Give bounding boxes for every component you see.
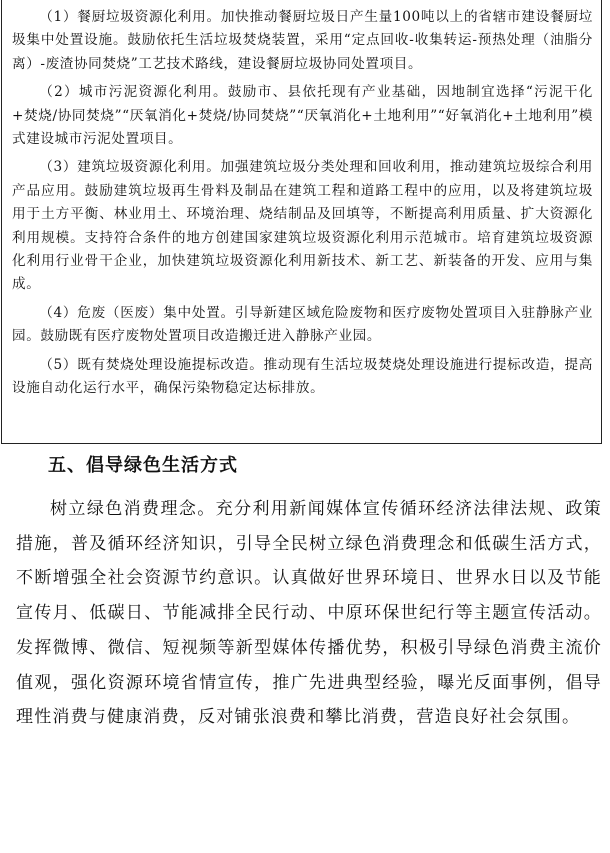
boxed-text-frame bbox=[1, 0, 602, 444]
section-heading-wrapper bbox=[48, 452, 608, 480]
item-hazardous-waste: （4）危废（医废）集中处置。引导新建区域危险废物和医疗废物处置项目入驻静脉产业园。鼓励既有医疗废物处置项目改造搬迁进入静脉产业园。 bbox=[12, 304, 593, 345]
section-body-paragraph: 树立绿色消费理念。充分利用新闻媒体宣传循环经济法律法规、政策措施，普及循环经济知识，引导全民树立绿色消费理念和低碳生活方式，不断增强全社会资源节约意识。认真做好世界环境日、世界水日以及节能宣传月、低碳日、节能减排全民行动、中原环保世纪行等主题宣传活动。发挥微博、微信、短视频等新型媒体传播优势，积极引导绿色消费主流价值观，强化资源环境省情宣传，推广先进典型经验，曝光反面事例，倡导理性消费与健康消费，反对铺张浪费和攀比消费，营造良好社会氛围。 bbox=[16, 499, 602, 728]
item-construction-waste: （3）建筑垃圾资源化利用。加强建筑垃圾分类处理和回收利用，推动建筑垃圾综合利用产品应用。鼓励建筑垃圾再生骨料及制品在建筑工程和道路工程中的应用，以及将建筑垃圾用于土方平衡、林业用土、环境治理、烧结制品及回填等，不断提高利用质量、扩大资源化利用规模。支持符合条件的地方创建国家建筑垃圾资源化利用示范城市。培育建筑垃圾资源化利用行业骨干企业，加快建筑垃圾资源化利用新技术、新工艺、新装备的开发、应用与集成。 bbox=[12, 159, 593, 293]
item-kitchen-waste: （1）餐厨垃圾资源化利用。加快推动餐厨垃圾日产生量100吨以上的省辖市建设餐厨垃圾集中处置设施。鼓励依托生活垃圾焚烧装置，采用“定点回收-收集转运-预热处理（油脂分离）-废渣协同焚烧”工艺技术路线，建设餐厨垃圾协同处置项目。 bbox=[12, 9, 593, 72]
section-heading: 五、倡导绿色生活方式 bbox=[48, 455, 238, 476]
item-incinerator-upgrade: （5）既有焚烧处理设施提标改造。推动现有生活垃圾焚烧处理设施进行提标改造，提高设施自动化运行水平，确保污染物稳定达标排放。 bbox=[12, 356, 593, 397]
item-urban-sludge: （2）城市污泥资源化利用。鼓励市、县依托现有产业基础，因地制宜选择“污泥干化+焚烧/协同焚烧”“厌氧消化+焚烧/协同焚烧”“厌氧消化+土地利用”“好氧消化+土地利用”模式建设城市污泥处置项目。 bbox=[12, 84, 593, 148]
